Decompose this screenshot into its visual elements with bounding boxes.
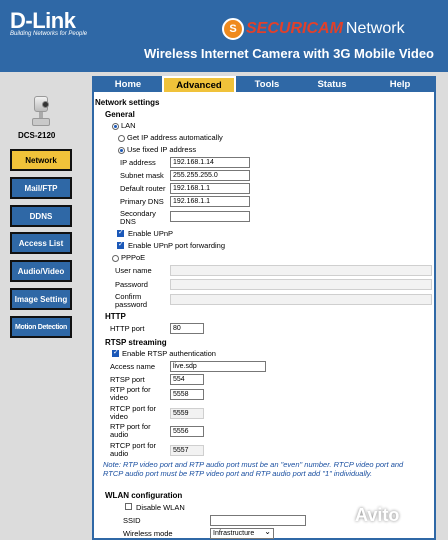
rtsp-port-label: RTSP port <box>110 375 145 384</box>
rtp-audio-label-line2: audio <box>110 430 129 439</box>
subnet-mask-label: Subnet mask <box>120 171 164 180</box>
pppoe-password-field[interactable] <box>170 279 432 290</box>
rtsp-auth-checkbox[interactable] <box>112 350 119 357</box>
brand-name: SECURICAM <box>246 20 343 37</box>
pppoe-user-field[interactable] <box>170 265 432 276</box>
tab-advanced[interactable]: Advanced <box>162 76 236 92</box>
rtcp-video-label-line2: video <box>110 412 128 421</box>
securicam-brand <box>222 17 405 41</box>
rtsp-port-field[interactable]: 554 <box>170 374 204 385</box>
ip-address-field[interactable]: 192.168.1.14 <box>170 157 250 168</box>
rtp-audio-port-field[interactable]: 5556 <box>170 426 204 437</box>
pppoe-password-label: Password <box>115 280 148 289</box>
secondary-dns-label-line1: Secondary <box>120 209 156 218</box>
settings-panel <box>92 92 436 540</box>
section-rtsp: RTSP streaming <box>105 338 167 347</box>
enable-upnp-label: Enable UPnP <box>128 229 174 238</box>
http-port-field[interactable]: 80 <box>170 323 204 334</box>
rtp-video-label-line1: RTP port for <box>110 385 151 394</box>
access-name-field[interactable]: live.sdp <box>170 361 266 372</box>
sidebar-item-mail-ftp[interactable]: Mail/FTP <box>10 177 72 199</box>
wireless-mode-select[interactable]: Infrastructure ⌄ <box>210 528 274 539</box>
camera-icon <box>30 96 52 128</box>
rtp-audio-label-line1: RTP port for <box>110 422 151 431</box>
rtcp-audio-label-line2: audio <box>110 449 129 458</box>
sidebar-item-ddns[interactable]: DDNS <box>10 205 72 227</box>
upnp-forwarding-label: Enable UPnP port forwarding <box>128 241 226 250</box>
section-http: HTTP <box>105 312 126 321</box>
ssid-field[interactable] <box>210 515 306 526</box>
avito-watermark-text: Avito <box>355 505 400 525</box>
ip-address-label: IP address <box>120 158 156 167</box>
ssid-label: SSID <box>123 516 141 525</box>
secondary-dns-field[interactable] <box>170 211 250 222</box>
rtsp-auth-label: Enable RTSP authentication <box>122 349 216 358</box>
securicam-badge-icon: S <box>222 18 244 40</box>
rtp-note-line1: Note: RTP video port and RTP audio port must be an "even" number. RTCP video port and <box>103 460 404 469</box>
subnet-mask-field[interactable]: 255.255.255.0 <box>170 170 250 181</box>
logo-tagline: Building Networks for People <box>10 31 88 37</box>
product-subtitle: Wireless Internet Camera with 3G Mobile Video <box>143 46 434 61</box>
enable-upnp-checkbox[interactable] <box>117 230 124 237</box>
get-ip-auto-label: Get IP address automatically <box>127 133 223 142</box>
use-fixed-ip-radio[interactable] <box>118 147 125 154</box>
avito-watermark-icon <box>344 511 354 521</box>
access-name-label: Access name <box>110 362 156 371</box>
wireless-mode-label: Wireless mode <box>123 529 173 538</box>
lan-radio[interactable] <box>112 123 119 130</box>
disable-wlan-checkbox[interactable] <box>125 503 132 510</box>
pppoe-confirm-field[interactable] <box>170 294 432 305</box>
sidebar-item-motion-detection[interactable]: Motion Detection <box>10 316 72 338</box>
use-fixed-ip-label: Use fixed IP address <box>127 145 197 154</box>
rtcp-video-label-line1: RTCP port for <box>110 404 156 413</box>
rtp-note-line2: RTCP audio port must be RTP video port and RTP audio port add "1" individually. <box>103 469 373 478</box>
rtcp-video-port-field[interactable]: 5559 <box>170 408 204 419</box>
primary-dns-field[interactable]: 192.168.1.1 <box>170 196 250 207</box>
tab-help[interactable]: Help <box>389 78 411 90</box>
get-ip-auto-radio[interactable] <box>118 135 125 142</box>
disable-wlan-label: Disable WLAN <box>136 503 185 512</box>
lan-label: LAN <box>121 121 136 130</box>
rtcp-audio-port-field[interactable]: 5557 <box>170 445 204 456</box>
sidebar-item-image-setting[interactable]: Image Setting <box>10 288 72 310</box>
dlink-logo: D-Link <box>10 8 76 33</box>
secondary-dns-label-line2: DNS <box>120 217 136 226</box>
section-general: General <box>105 110 135 119</box>
sidebar-item-network[interactable]: Network <box>10 149 72 171</box>
tab-home[interactable]: Home <box>114 78 142 90</box>
default-router-field[interactable]: 192.168.1.1 <box>170 183 250 194</box>
rtp-video-port-field[interactable]: 5558 <box>170 389 204 400</box>
brand-suffix: Network <box>345 20 405 37</box>
rtp-video-label-line2: video <box>110 393 128 402</box>
primary-dns-label: Primary DNS <box>120 197 164 206</box>
rtcp-audio-label-line1: RTCP port for <box>110 441 156 450</box>
pppoe-confirm-label-line1: Confirm <box>115 292 142 301</box>
upnp-forwarding-checkbox[interactable] <box>117 242 124 249</box>
tab-tools[interactable]: Tools <box>254 78 280 90</box>
tab-status[interactable]: Status <box>317 78 347 90</box>
http-port-label: HTTP port <box>110 324 145 333</box>
section-wlan: WLAN configuration <box>105 491 183 500</box>
default-router-label: Default router <box>120 184 166 193</box>
main-tabs <box>92 76 436 92</box>
sidebar-item-audio-video[interactable]: Audio/Video <box>10 260 72 282</box>
header <box>0 0 448 72</box>
model-name: DCS-2120 <box>18 131 56 140</box>
pppoe-user-label: User name <box>115 266 152 275</box>
avito-watermark <box>344 505 399 526</box>
sidebar-item-access-list[interactable]: Access List <box>10 232 72 254</box>
pppoe-radio[interactable] <box>112 255 119 262</box>
pppoe-confirm-label-line2: password <box>115 300 148 309</box>
section-network-settings: Network settings <box>95 98 160 107</box>
pppoe-label: PPPoE <box>121 253 146 262</box>
